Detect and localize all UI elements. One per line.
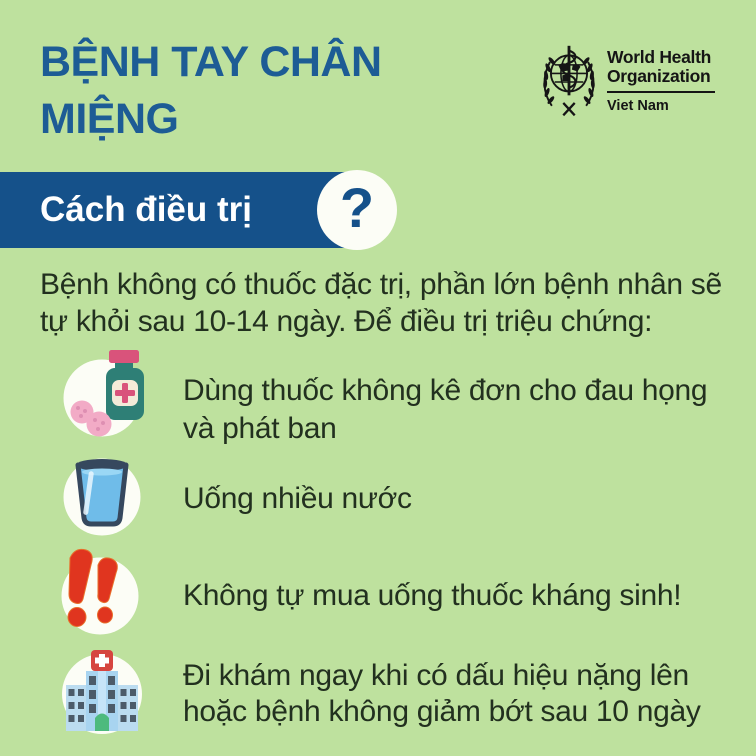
who-logo (538, 42, 715, 122)
intro-paragraph (40, 266, 722, 340)
who-org-line1: World Health (607, 47, 711, 67)
item-text-drink-water: Uống nhiều nước (183, 482, 412, 515)
section-banner-title: Cách điều trị (40, 190, 252, 229)
water-glass-icon (56, 450, 148, 542)
item-text-otc-medicine: Dùng thuốc không kê đơn cho đau họng và phát ban (183, 374, 708, 445)
medicine-bottle-icon (56, 348, 148, 444)
page-title-line1: BỆNH TAY CHÂN (40, 38, 382, 86)
who-org-line2: Organization (607, 66, 711, 86)
item-text-no-antibiotics: Không tự mua uống thuốc kháng sinh! (183, 579, 682, 612)
exclamation-marks-icon (54, 546, 146, 646)
hospital-icon (54, 645, 150, 743)
intro-line2: tự khỏi sau 10-14 ngày. Để điều trị triệu chứng: (40, 305, 653, 338)
page-title-line2: MIỆNG (40, 95, 179, 143)
question-mark-glyph: ? (339, 176, 375, 239)
page-title (40, 34, 382, 148)
who-emblem-icon (538, 42, 600, 122)
item-text-see-doctor: Đi khám ngay khi có dấu hiệu nặng lên hoặc bệnh không giảm bớt sau 10 ngày (183, 659, 701, 728)
who-logo-text (607, 42, 715, 122)
who-logo-divider (607, 91, 715, 93)
question-mark-icon (317, 170, 397, 250)
who-country-label: Viet Nam (607, 98, 669, 114)
intro-line1: Bệnh không có thuốc đặc trị, phần lớn bệnh nhân sẽ (40, 268, 722, 301)
